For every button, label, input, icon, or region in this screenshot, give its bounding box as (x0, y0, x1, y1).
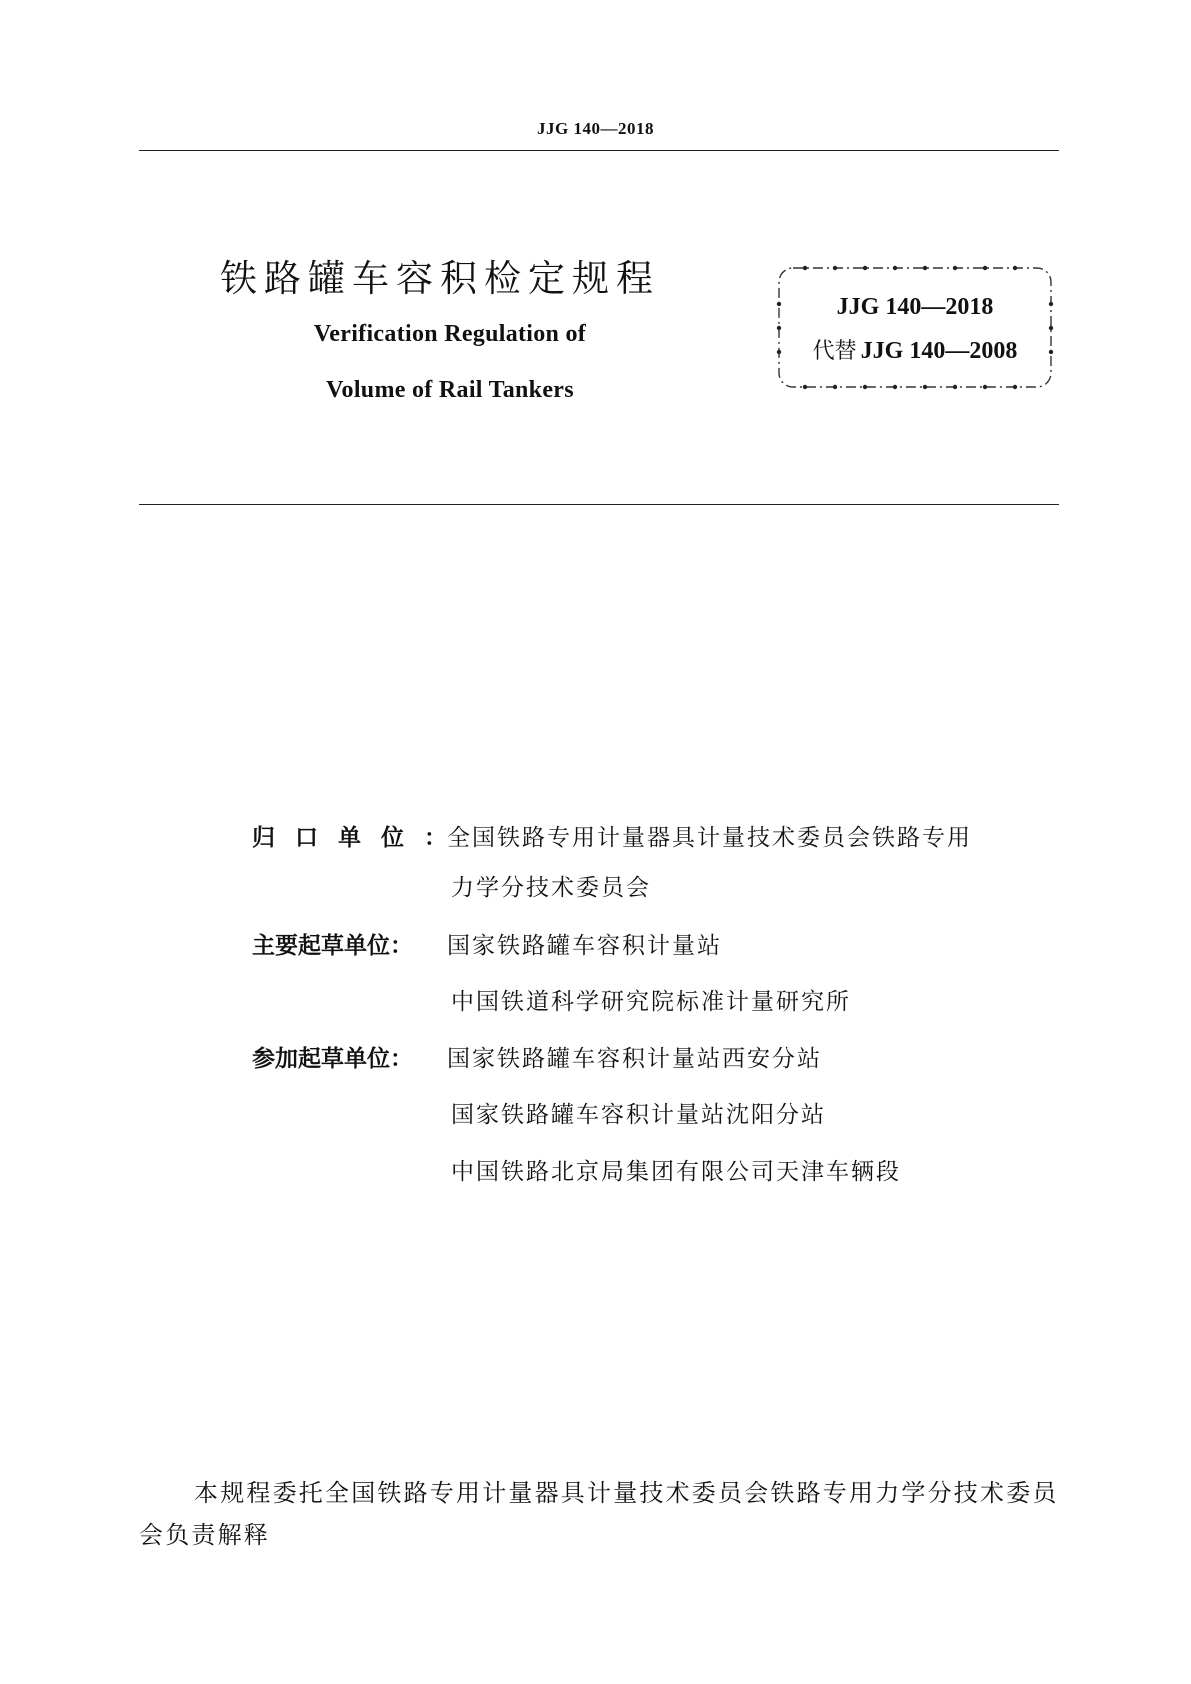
replaced-code: JJG 140—2008 (860, 338, 1018, 364)
header-standard-code: JJG 140—2018 (537, 119, 654, 138)
title-chinese: 铁路罐车容积检定规程 (220, 257, 660, 300)
section-rule (139, 504, 1059, 505)
participating-drafting-item: 中国铁路北京局集团有限公司天津车辆段 (451, 1159, 901, 1185)
participating-drafting-item: 国家铁路罐车容积计量站沈阳分站 (451, 1102, 826, 1128)
standard-code: JJG 140—2018 (836, 294, 994, 320)
decorative-border (775, 264, 1055, 391)
responsible-unit-label: 归口单位： (252, 825, 467, 851)
participating-drafting-label: 参加起草单位： (252, 1046, 413, 1072)
responsible-unit-line1: 全国铁路专用计量器具计量技术委员会铁路专用 (447, 825, 972, 851)
title-english-line2: Volume of Rail Tankers (326, 377, 574, 403)
participating-drafting-item: 国家铁路罐车容积计量站西安分站 (447, 1046, 822, 1072)
participating-drafting-row (252, 1041, 822, 1078)
responsible-unit-row (252, 820, 972, 857)
standard-code-box (775, 264, 1055, 391)
main-drafting-item: 中国铁道科学研究院标准计量研究所 (451, 989, 851, 1015)
main-drafting-item: 国家铁路罐车容积计量站 (447, 933, 722, 959)
main-drafting-label: 主要起草单位： (252, 933, 413, 959)
main-drafting-row (252, 928, 722, 965)
replaced-standard (775, 334, 1055, 365)
interpretation-note: 本规程委托全国铁路专用计量器具计量技术委员会铁路专用力学分技术委员会负责解释 (139, 1479, 1059, 1549)
responsible-unit-line2: 力学分技术委员会 (451, 875, 651, 901)
header-rule (139, 150, 1059, 151)
replace-prefix: 代替 (812, 339, 857, 364)
title-english-line1: Verification Regulation of (313, 321, 587, 347)
